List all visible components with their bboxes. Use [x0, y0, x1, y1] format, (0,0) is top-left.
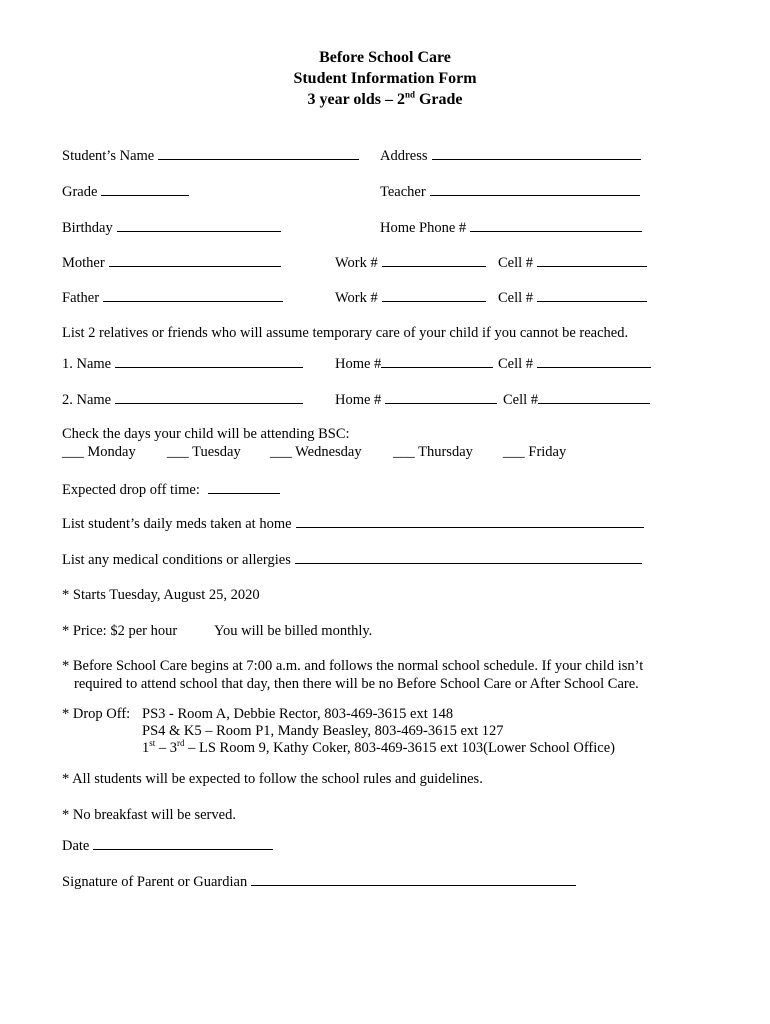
- mother-work-label: Work #: [335, 255, 378, 271]
- grade-line[interactable]: [101, 182, 189, 196]
- grade-range-text: 3 year olds – 2: [307, 91, 405, 108]
- relative1-cell-line[interactable]: [537, 354, 651, 368]
- relative1-cell-field[interactable]: [498, 354, 651, 373]
- relative2-name-line[interactable]: [115, 390, 303, 404]
- dropoff-line2: PS4 & K5 – Room P1, Mandy Beasley, 803-469-3615 ext 127: [142, 723, 504, 739]
- mother-field[interactable]: [62, 253, 281, 272]
- day-friday-label: Friday: [528, 444, 567, 460]
- relative2-home-field[interactable]: [335, 390, 497, 409]
- birthday-label: Birthday: [62, 220, 113, 236]
- dropoff-line3-b: – 3: [155, 740, 178, 756]
- address-label: Address: [380, 148, 428, 164]
- date-field[interactable]: [62, 836, 273, 855]
- day-thursday-label: Thursday: [418, 444, 473, 460]
- grade-range-sup: nd: [404, 89, 415, 100]
- mother-line[interactable]: [109, 253, 281, 267]
- relative1-home-label: Home #: [335, 356, 382, 372]
- teacher-line[interactable]: [430, 182, 640, 196]
- signature-line[interactable]: [251, 872, 576, 886]
- relative2-home-line[interactable]: [385, 390, 497, 404]
- note-begins-line2: required to attend school that day, then there will be no Before School Care or After School Care.: [74, 676, 639, 692]
- home-phone-label: Home Phone #: [380, 220, 467, 236]
- meds-field[interactable]: [62, 514, 644, 533]
- relative2-name-field[interactable]: [62, 390, 303, 409]
- relative1-name-line[interactable]: [115, 354, 303, 368]
- relative2-cell-line[interactable]: [538, 390, 650, 404]
- father-label: Father: [62, 290, 100, 306]
- grade-label: Grade: [62, 184, 98, 200]
- day-monday-label: Monday: [87, 444, 136, 460]
- father-work-line[interactable]: [382, 288, 486, 302]
- dropoff-time-label: Expected drop off time:: [62, 482, 200, 498]
- day-tuesday[interactable]: [167, 443, 241, 461]
- note-billing: You will be billed monthly.: [214, 623, 373, 639]
- form-grade-range: [0, 91, 770, 109]
- mother-cell-field[interactable]: [498, 253, 647, 272]
- day-monday-blank[interactable]: ___: [62, 444, 84, 460]
- dropoff-label: * Drop Off:: [62, 706, 131, 722]
- note-breakfast: * No breakfast will be served.: [62, 807, 236, 823]
- father-field[interactable]: [62, 288, 283, 307]
- dropoff-line3-sup2: rd: [177, 738, 185, 749]
- relative2-cell-field[interactable]: [503, 390, 650, 409]
- days-prompt: Check the days your child will be attending BSC:: [62, 426, 350, 442]
- conditions-label: List any medical conditions or allergies: [62, 552, 291, 568]
- dropoff-line3-c: – LS Room 9, Kathy Coker, 803-469-3615 ext 103(Lower School Office): [184, 740, 615, 756]
- dropoff-line3-sup1: st: [149, 738, 156, 749]
- grade-range-post: Grade: [414, 91, 463, 108]
- address-line[interactable]: [432, 146, 641, 160]
- relatives-prompt: List 2 relatives or friends who will assume temporary care of your child if you cannot be reached.: [62, 325, 629, 341]
- father-cell-line[interactable]: [537, 288, 647, 302]
- day-wednesday[interactable]: [270, 443, 362, 461]
- dropoff-time-line[interactable]: [208, 480, 280, 494]
- birthday-field[interactable]: [62, 218, 281, 237]
- student-name-field[interactable]: [62, 146, 359, 165]
- dropoff-time-field[interactable]: [62, 480, 280, 499]
- day-monday[interactable]: [62, 443, 136, 461]
- relative1-cell-label: Cell #: [498, 356, 534, 372]
- relative1-home-line[interactable]: [381, 354, 493, 368]
- dropoff-line1: PS3 - Room A, Debbie Rector, 803-469-3615 ext 148: [142, 706, 454, 722]
- father-cell-label: Cell #: [498, 290, 534, 306]
- signature-label: Signature of Parent or Guardian: [62, 874, 248, 890]
- date-line[interactable]: [93, 836, 273, 850]
- note-begins-line1: * Before School Care begins at 7:00 a.m. and follows the normal school schedule. If your child isn’t: [62, 658, 644, 674]
- relative2-name-label: 2. Name: [62, 392, 112, 408]
- mother-cell-line[interactable]: [537, 253, 647, 267]
- form-subtitle: Student Information Form: [293, 70, 477, 87]
- day-wednesday-blank[interactable]: ___: [270, 444, 292, 460]
- relative2-home-label: Home #: [335, 392, 382, 408]
- day-friday[interactable]: [503, 443, 566, 461]
- teacher-label: Teacher: [380, 184, 426, 200]
- address-field[interactable]: [380, 146, 641, 165]
- form-title: Before School Care: [319, 49, 451, 66]
- day-tuesday-blank[interactable]: ___: [167, 444, 189, 460]
- mother-cell-label: Cell #: [498, 255, 534, 271]
- father-work-label: Work #: [335, 290, 378, 306]
- relative1-name-field[interactable]: [62, 354, 303, 373]
- note-starts: * Starts Tuesday, August 25, 2020: [62, 587, 260, 603]
- day-thursday-blank[interactable]: ___: [393, 444, 415, 460]
- student-name-label: Student’s Name: [62, 148, 155, 164]
- home-phone-field[interactable]: [380, 218, 642, 237]
- home-phone-line[interactable]: [470, 218, 642, 232]
- father-line[interactable]: [103, 288, 283, 302]
- mother-work-field[interactable]: [335, 253, 486, 272]
- grade-field[interactable]: [62, 182, 189, 201]
- meds-label: List student’s daily meds taken at home: [62, 516, 292, 532]
- day-tuesday-label: Tuesday: [192, 444, 241, 460]
- day-wednesday-label: Wednesday: [295, 444, 362, 460]
- conditions-line[interactable]: [295, 550, 642, 564]
- relative1-name-label: 1. Name: [62, 356, 112, 372]
- signature-field[interactable]: [62, 872, 576, 891]
- meds-line[interactable]: [296, 514, 644, 528]
- father-cell-field[interactable]: [498, 288, 647, 307]
- relative2-cell-label: Cell #: [503, 392, 539, 408]
- day-thursday[interactable]: [393, 443, 473, 461]
- father-work-field[interactable]: [335, 288, 486, 307]
- dropoff-line3: [142, 739, 615, 757]
- teacher-field[interactable]: [380, 182, 640, 201]
- day-friday-blank[interactable]: ___: [503, 444, 525, 460]
- note-rules: * All students will be expected to follow the school rules and guidelines.: [62, 771, 483, 787]
- conditions-field[interactable]: [62, 550, 642, 569]
- student-name-line[interactable]: [158, 146, 359, 160]
- date-label: Date: [62, 838, 90, 854]
- dropoff-line3-a: 1: [142, 740, 150, 756]
- birthday-line[interactable]: [117, 218, 281, 232]
- note-price: * Price: $2 per hour: [62, 623, 178, 639]
- mother-work-line[interactable]: [382, 253, 486, 267]
- mother-label: Mother: [62, 255, 105, 271]
- relative1-home-field[interactable]: [335, 354, 493, 373]
